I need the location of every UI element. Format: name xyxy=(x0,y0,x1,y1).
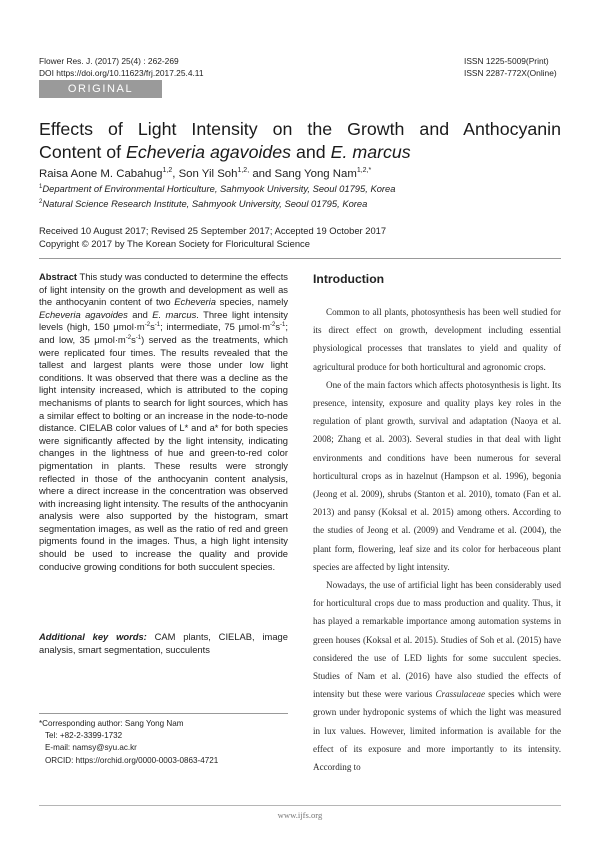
journal-citation: Flower Res. J. (2017) 25(4) : 262-269 xyxy=(39,56,179,66)
paper-title xyxy=(39,118,561,164)
author-tel: Tel: +82-2-3399-1732 xyxy=(45,731,123,741)
title-and: and xyxy=(291,142,331,162)
corresponding-author: *Corresponding author: Sang Yong Nam xyxy=(39,719,184,728)
affiliation-2: $^2$Natural Science Research Institute, Sahmyook University, Seoul 01795, Korea xyxy=(39,197,368,209)
author-list: Raisa Aone M. Cabahug$^{1,2}$, Son Yil Soh$^{1,2,}$ and Sang Yong Nam$^{1,2,*}$ xyxy=(39,167,372,180)
keywords-list: CAM plants, CIELAB, image analysis, smart segmentation, succulents xyxy=(39,631,288,655)
section-divider xyxy=(39,258,561,259)
title-species-2: E. marcus xyxy=(330,142,411,162)
intro-paragraph-2: One of the main factors which affects photosynthesis is light. Its presence, intensity, exposure and quality plays key roles in the regulation of plant growth, survival and adaptation (Naoya et al. 2008; Zhang et al. 2003). Several studies in that deal with light environments and conditions have been numerous for several horticultural crops as in hazelnut (Hampson et al. 1996), begonia (Jeong et al. 2009), shrubs (Stanton et al. 2010), tomato (Fan et al. 2013) and pansy (Koksal et al. 2015) among others. According to the studies of Jeong et al. (2009) and Vendrame et al. (2004), the plant form, flowering, leaf size and its color for herbaceous plant species are affected by light intensity. xyxy=(313,379,561,572)
article-type-banner: ORIGINAL ARTICLE xyxy=(39,80,162,98)
abstract-label: Abstract xyxy=(39,271,78,282)
corresponding-footnote xyxy=(39,718,218,767)
author-orcid[interactable]: ORCID: https://orchid.org/0000-0003-0863-4721 xyxy=(45,755,219,765)
issn-online: ISSN 2287-772X(Online) xyxy=(464,67,557,78)
issn-block xyxy=(464,56,560,79)
introduction-heading: Introduction xyxy=(313,272,385,286)
author-email[interactable]: E-mail: namsy@syu.ac.kr xyxy=(45,743,137,753)
affiliation-1: $^1$Department of Environmental Horticulture, Sahmyook University, Seoul 01795, Korea xyxy=(39,183,396,195)
keywords-label: Additional key words: xyxy=(39,631,147,642)
keywords xyxy=(39,631,288,656)
introduction-body xyxy=(313,303,561,776)
title-line-1: Effects of Light Intensity on the Growth and Anthocyanin xyxy=(39,119,561,139)
page-footer-divider xyxy=(39,805,561,806)
journal-header xyxy=(39,56,204,79)
copyright-line: Copyright © 2017 by The Korean Society for Floricultural Science xyxy=(39,237,310,249)
intro-paragraph-3: Nowadays, the use of artificial light has been considerably used for horticultural crops due to mass production and quality. Thus, it has played a remarkable importance among automation systems in green houses (Koksal et al. 2015). Studies of Soh et al. (2015) have considered the use of LED lights for some succulent species. Studies of Nam et al. (2016) have also studied the effects of intensity but these were various Crassulaceae species which were grown under hydroponic systems of which the light was measured in lux values. However, limited information is available for the effect of its exposure and more importantly to its intensity. According to xyxy=(313,580,561,773)
title-species-1: Echeveria agavoides xyxy=(126,142,292,162)
author-2: Son Yil Soh xyxy=(178,167,238,180)
author-1: Raisa Aone M. Cabahug xyxy=(39,167,163,180)
doi-link[interactable]: DOI https://doi.org/10.11623/frj.2017.25.4.11 xyxy=(39,67,204,78)
title-line-2-prefix: Content of xyxy=(39,142,126,162)
footnote-divider xyxy=(39,713,288,714)
abstract: Abstract This study was conducted to determine the effects of light intensity on the growth and development as well as the anthocyanin content of two Echeveria species, namely Echeveria agavoides and E. marcus. Three light intensity levels (high, 150 $\mu mol\cdot m^{-2}s^{-1}$; intermediate, 75 $\mu mol\cdot m^{-2}s^{-1}$; and low, 35 $\mu mol\cdot m^{-2}s^{-1}$) served as the treatments, which were replicated four times. The results revealed that the tallest and largest plants were those under low light conditions. It was observed that there was a decline as the light intensity increased, which is attributed to the coping mechanisms of plants to search for light sources, which has a similar effect to bolting or an increase in the node-to-node distance. CIELAB color values of L* and a* for both species were significantly affected by the light intensity, indicating changes in the lightness of hue and green-to-red color pigmentation in plants. These results were strongly reflected in those of the anthocyanin content analysis, where a direct increase in the concentration was observed with increasing light intensity. The results of the anthocyanin analysis were also supported by the histogram, smart segmentation images, as well as the ratio of red and green pigments found in the images. Thus, a high light intensity should be used to increase the quality and provide conducive growing conditions for both succulent species. xyxy=(39,271,289,572)
journal-url[interactable]: www.ijfs.org xyxy=(277,810,323,820)
article-history xyxy=(39,225,386,250)
intro-paragraph-1: Common to all plants, photosynthesis has been well studied for its direct effect on growth, development including essential physiological processes that translates to yield and quality of agricultural produce for both horticultural and agronomic crops. xyxy=(313,307,561,372)
affiliations xyxy=(39,181,395,210)
received-dates: Received 10 August 2017; Revised 25 September 2017; Accepted 19 October 2017 xyxy=(39,225,387,236)
issn-print: ISSN 1225-5009(Print) xyxy=(464,56,549,66)
author-3: and Sang Yong Nam xyxy=(252,167,357,180)
